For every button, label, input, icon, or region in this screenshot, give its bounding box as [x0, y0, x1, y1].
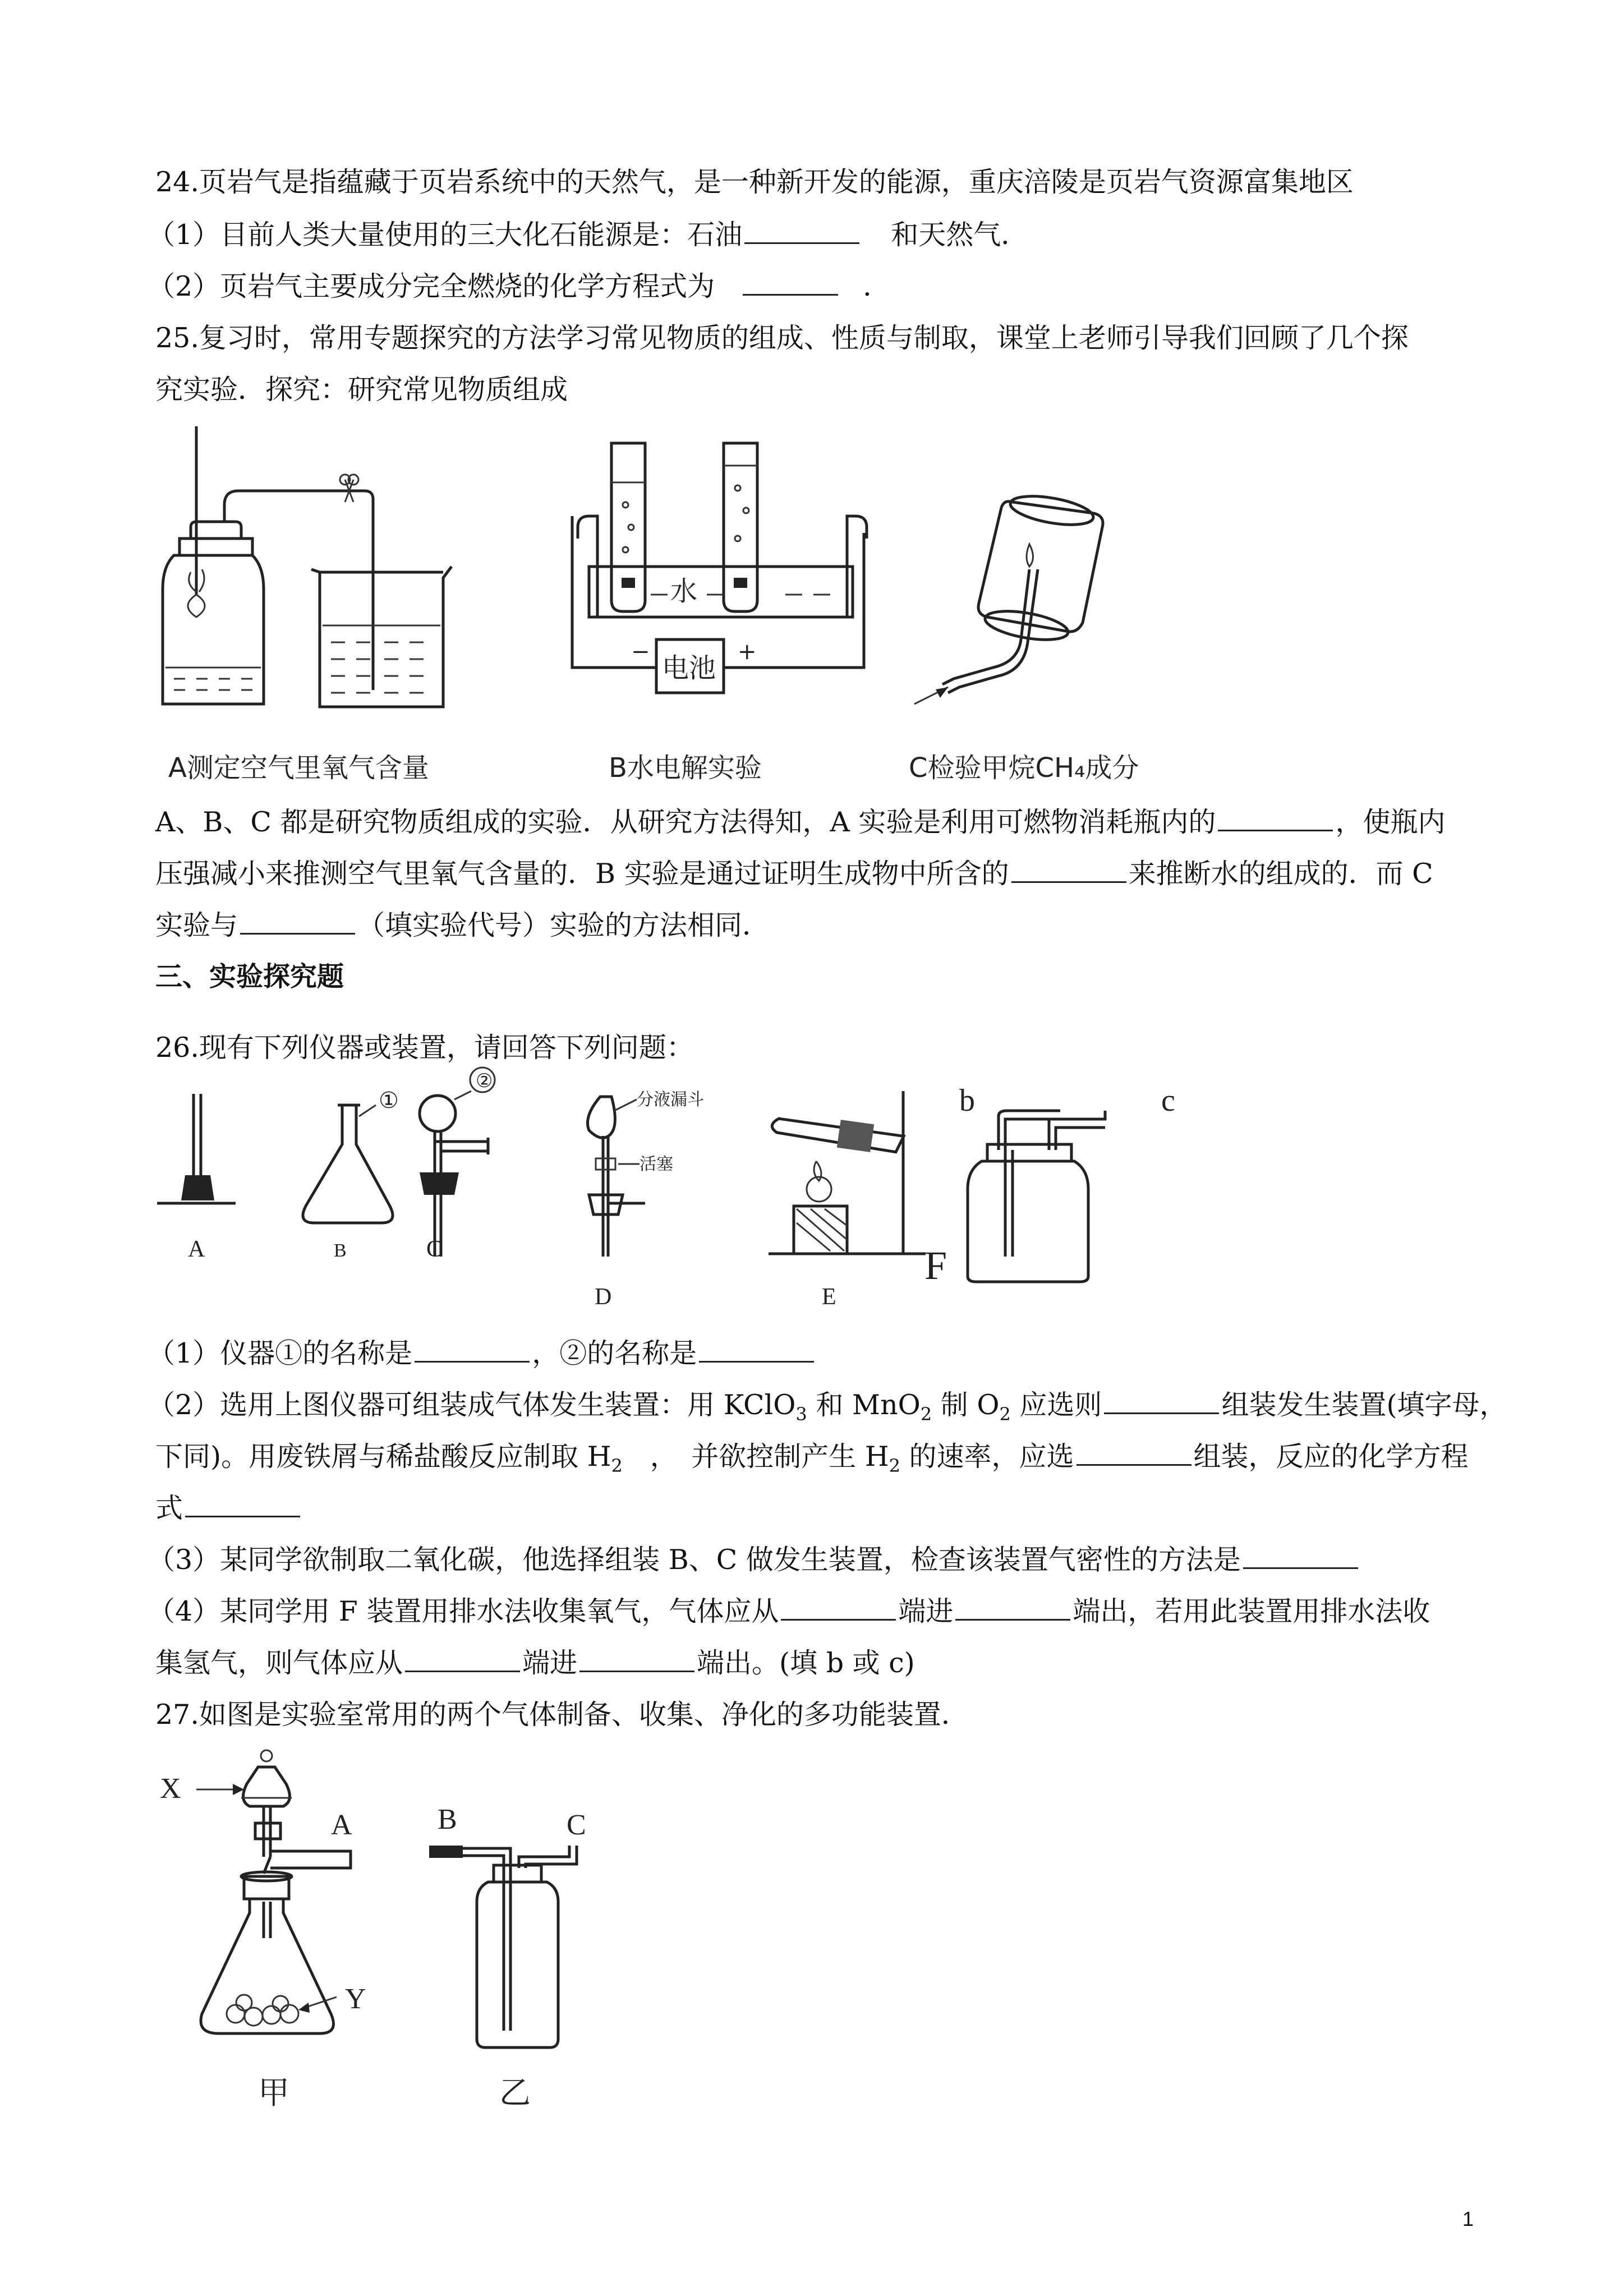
q25-stem-line1: 25.复习时，常用专题探究的方法学习常见物质的组成、性质与制取，课堂上老师引导我们回顾了几个探	[155, 322, 1409, 354]
q24-part2: （2）页岩气主要成分完全燃烧的化学方程式为 ．	[148, 270, 891, 302]
answer-blank[interactable]	[579, 1650, 694, 1672]
svg-text:C: C	[426, 1236, 443, 1262]
apparatus-f	[924, 1083, 1175, 1288]
answer-blank[interactable]	[1218, 809, 1333, 831]
q26-part2-line2: 下同)。用废铁屑与稀盐酸反应制取 $H_2$ ， 并欲控制产生 $H_2$ 的速率，应选 组装，反应的化学方程	[155, 1441, 1469, 1476]
figure-c-caption: C检验甲烷CH₄成分	[909, 752, 1139, 784]
svg-text:B: B	[334, 1240, 347, 1261]
svg-text:乙: 乙	[499, 2075, 531, 2111]
answer-blank[interactable]	[1076, 1444, 1191, 1466]
q25-line2: 压强减小来推测空气里氧气含量的．B 实验是通过证明生成物中所含的 来推断水的组成的．而 C	[155, 858, 1433, 890]
svg-text:b: b	[959, 1083, 975, 1118]
answer-blank[interactable]	[699, 1341, 814, 1363]
q26-part2-line3: 式	[155, 1493, 302, 1524]
svg-text:c: c	[1161, 1083, 1175, 1118]
apparatus-e	[769, 1091, 926, 1310]
answer-blank[interactable]	[1104, 1392, 1219, 1414]
apparatus-c	[420, 1068, 495, 1262]
apparatus-yi	[429, 1803, 586, 2111]
answer-blank[interactable]	[743, 274, 838, 296]
answer-blank[interactable]	[1243, 1547, 1358, 1569]
svg-text:分液漏斗: 分液漏斗	[637, 1090, 704, 1110]
svg-text:A: A	[331, 1809, 352, 1841]
svg-text:B: B	[438, 1803, 457, 1835]
figure-a-caption: A测定空气里氧气含量	[168, 752, 429, 784]
apparatus-b-flask	[303, 1088, 399, 1261]
page-number: 1	[1462, 2207, 1474, 2230]
svg-text:②: ②	[476, 1071, 493, 1092]
svg-text:E: E	[822, 1284, 836, 1310]
q24-part1: （1）目前人类大量使用的三大化石能源是：石油 和天然气．	[148, 219, 1029, 251]
apparatus-a	[157, 1094, 236, 1262]
q26-part4-line2: 集氢气，则气体应从 端进 端出。(填 b 或 c)	[155, 1647, 915, 1679]
apparatus-d	[588, 1090, 705, 1310]
answer-blank[interactable]	[744, 222, 859, 244]
water-label: 水	[670, 576, 698, 607]
q27-stem: 27.如图是实验室常用的两个气体制备、收集、净化的多功能装置．	[155, 1699, 969, 1731]
svg-text:甲: 甲	[258, 2075, 289, 2111]
q25-stem-line2: 究实验．探究：研究常见物质组成	[155, 374, 568, 406]
answer-blank[interactable]	[405, 1650, 520, 1672]
figure-b-electrolysis	[572, 432, 886, 791]
minus-label: −	[631, 639, 650, 665]
svg-text:F: F	[924, 1243, 947, 1288]
q26-apparatus-figure	[151, 1071, 1217, 1324]
battery-label: 电池	[662, 652, 716, 684]
q26-part4-line1: （4）某同学用 F 装置用排水法收集氧气，气体应从 端进 端出，若用此装置用排水法收	[148, 1595, 1430, 1627]
svg-text:Y: Y	[345, 1983, 366, 2015]
q26-part2-line1: （2）选用上图仪器可组装成气体发生装置：用 KClO$_3$ 和 MnO$_2$ 制 $O_2$ 应选则 组装发生装置(填字母，	[148, 1389, 1507, 1425]
plus-label: +	[738, 639, 757, 665]
apparatus-jia	[160, 1750, 366, 2111]
svg-text:活塞: 活塞	[640, 1154, 673, 1174]
figure-a-oxygen-apparatus	[151, 426, 477, 791]
q26-part1: （1）仪器①的名称是 ，②的名称是	[148, 1338, 816, 1369]
figure-b-caption: B水电解实验	[609, 752, 762, 784]
q24-stem: 24.页岩气是指蕴藏于页岩系统中的天然气，是一种新开发的能源，重庆涪陵是页岩气资源富集地区	[155, 166, 1354, 198]
svg-text:D: D	[595, 1284, 612, 1310]
q25-line3: 实验与 （填实验代号）实验的方法相同．	[155, 909, 770, 941]
answer-blank[interactable]	[185, 1496, 300, 1517]
answer-blank[interactable]	[955, 1599, 1070, 1621]
q26-stem: 26.现有下列仪器或装置，请回答下列问题：	[155, 1032, 694, 1064]
svg-text:①: ①	[379, 1088, 399, 1113]
q26-part3: （3）某同学欲制取二氧化碳，他选择组装 B、C 做发生装置，检查该装置气密性的方法是	[148, 1544, 1360, 1576]
q25-line1: A、B、C 都是研究物质组成的实验．从研究方法得知，A 实验是利用可燃物消耗瓶内的 ，使瓶内	[155, 806, 1446, 838]
svg-text:X: X	[160, 1773, 181, 1805]
svg-text:A: A	[188, 1236, 205, 1262]
answer-blank[interactable]	[240, 913, 355, 935]
answer-blank[interactable]	[1011, 861, 1126, 883]
answer-blank[interactable]	[415, 1341, 530, 1363]
figure-c-methane	[909, 488, 1223, 791]
section-heading: 三、实验探究题	[155, 961, 344, 992]
svg-text:C: C	[567, 1809, 586, 1841]
answer-blank[interactable]	[781, 1599, 896, 1621]
q27-apparatus-figure	[151, 1745, 600, 2132]
